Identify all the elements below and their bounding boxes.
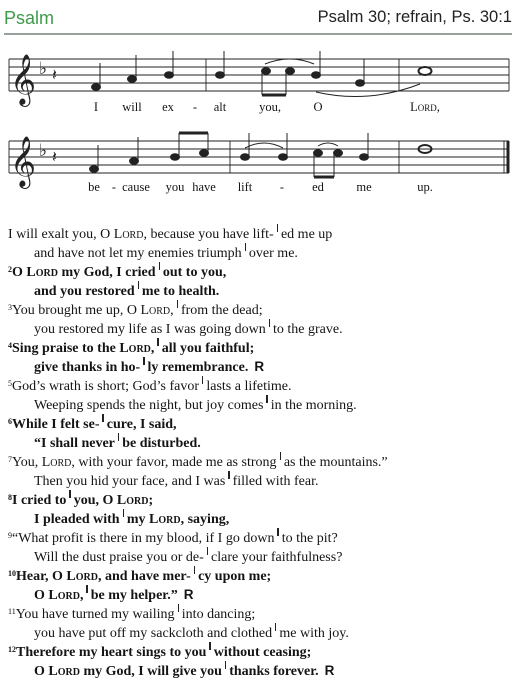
refrain-marker: R [183, 587, 194, 602]
pointing-mark [277, 224, 278, 232]
verse-text-after-pointing: me with joy. [279, 626, 349, 641]
verse-text-before-pointing: you restored my life as I was going down [34, 322, 266, 337]
pointing-mark [138, 281, 139, 289]
psalm-verse-line [8, 262, 514, 281]
pointing-mark [178, 604, 179, 612]
psalm-verse-line [8, 357, 514, 376]
verse-text-before-pointing: you have put off my sackcloth and clothed [34, 626, 273, 641]
verse-text-before-pointing: “I shall never [34, 436, 115, 451]
psalm-verse-line [8, 490, 514, 509]
lyric-syllable: you [165, 180, 185, 194]
verse-text-after-pointing: to the grave. [273, 322, 343, 337]
lyric-hyphen: - [279, 180, 285, 194]
verse-text-after-pointing: without ceasing; [213, 645, 312, 660]
psalm-verse-line [8, 623, 514, 642]
verse-text-after-pointing: thanks forever. [229, 664, 319, 679]
verse-text-before-pointing: O Lord my God, I will give you [34, 664, 222, 679]
psalm-verse-line [8, 224, 514, 243]
pointing-mark [207, 547, 208, 555]
pointing-mark [275, 623, 276, 631]
psalm-verse-line [8, 243, 514, 262]
psalm-verse-line [8, 642, 514, 661]
pointing-mark [177, 300, 178, 308]
psalm-verse-line [8, 376, 514, 395]
lyric-syllable: be [88, 180, 100, 194]
verse-text-after-pointing: cy upon me; [198, 569, 272, 584]
verse-text-after-pointing: from the dead; [180, 303, 263, 318]
verse-number: 2 [8, 265, 12, 274]
lyric-syllable: me [356, 180, 372, 194]
verse-text-after-pointing: my Lord, saying, [126, 512, 230, 527]
verse-text-before-pointing: O Lord, [34, 588, 84, 603]
verse-text-before-pointing: give thanks in ho- [34, 360, 141, 375]
pointing-mark [266, 395, 267, 403]
lyric-syllable: up. [417, 180, 433, 194]
psalm-reference: Psalm 30; refrain, Ps. 30:1 [317, 8, 512, 26]
verse-text-after-pointing: out to you, [162, 265, 227, 280]
verse-text-before-pointing: Hear, O Lord, and have mer- [16, 569, 191, 584]
section-label: Psalm [4, 8, 55, 28]
verse-text-after-pointing: be disturbed. [122, 436, 201, 451]
lyric-syllable: ed [312, 180, 324, 194]
pointing-mark [269, 319, 270, 327]
psalm-verse-line [8, 452, 514, 471]
refrain-marker: R [254, 359, 265, 374]
pointing-mark [143, 357, 144, 365]
verse-text-after-pointing: clare your faithfulness? [211, 550, 343, 565]
verse-text-before-pointing: and have not let my enemies triumph [34, 246, 242, 261]
refrain-marker: R [324, 663, 335, 678]
verse-text-before-pointing: Therefore my heart sings to you [16, 645, 207, 660]
verse-text-after-pointing: ed me up [280, 227, 333, 242]
verse-text-before-pointing: I cried to [12, 493, 67, 508]
verse-text-after-pointing: cure, I said, [106, 417, 177, 432]
verse-text-before-pointing: While I felt se- [12, 417, 100, 432]
psalm-text [8, 224, 514, 680]
verse-text-after-pointing: you, O Lord; [73, 493, 154, 508]
svg-text:𝄽: 𝄽 [52, 65, 57, 84]
verse-text-before-pointing: Weeping spends the night, but joy comes [34, 398, 264, 413]
verse-text-after-pointing: over me. [248, 246, 298, 261]
psalm-verse-line [8, 338, 514, 357]
verse-text-before-pointing: I will exalt you, O Lord, because you have lift- [8, 227, 274, 242]
psalm-verse-line [8, 300, 514, 319]
verse-text-after-pointing: to the pit? [281, 531, 338, 546]
verse-number: 8 [8, 493, 12, 502]
verse-text-after-pointing: as the mountains.” [283, 455, 388, 470]
pointing-mark [202, 376, 203, 384]
psalm-verse-line [8, 319, 514, 338]
verse-text-before-pointing: O Lord my God, I cried [12, 265, 156, 280]
verse-text-before-pointing: I pleaded with [34, 512, 120, 527]
lyric-syllable: Lord, [410, 100, 440, 114]
verse-number: 6 [8, 417, 12, 426]
verse-number: 5 [8, 379, 12, 388]
psalm-verse-line [8, 547, 514, 566]
verse-text-before-pointing: Will the dust praise you or de- [34, 550, 204, 565]
psalm-verse-line [8, 281, 514, 300]
lyric-syllable: O [313, 100, 323, 114]
verse-text-after-pointing: lasts a lifetime. [206, 379, 292, 394]
psalm-verse-line [8, 433, 514, 452]
verse-number: 10 [8, 569, 16, 578]
pointing-mark [123, 509, 124, 517]
verse-text-before-pointing: You have turned my wailing [15, 607, 175, 622]
psalm-verse-line [8, 604, 514, 623]
pointing-mark [86, 585, 87, 593]
psalm-verse-line [8, 585, 514, 604]
lyric-syllable: I [93, 100, 99, 114]
treble-clef-icon: 𝄞 [10, 54, 37, 105]
verse-text-after-pointing: into dancing; [181, 607, 256, 622]
verse-number: 4 [8, 341, 12, 350]
svg-text:♭: ♭ [39, 141, 48, 161]
pointing-mark [228, 471, 229, 479]
pointing-mark [159, 262, 160, 270]
lyric-syllable: alt [213, 100, 227, 114]
verse-number: 11 [8, 607, 16, 616]
pointing-mark [157, 338, 158, 346]
psalm-verse-line [8, 471, 514, 490]
psalm-verse-line [8, 661, 514, 680]
lyric-syllable: have [192, 180, 216, 194]
verse-text-before-pointing: You, Lord, with your favor, made me as strong [12, 455, 277, 470]
verse-text-before-pointing: Then you hid your face, and I was [34, 474, 226, 489]
verse-text-after-pointing: filled with fear. [232, 474, 319, 489]
verse-number: 3 [8, 303, 12, 312]
verse-number: 9 [8, 531, 12, 540]
verse-text-before-pointing: “What profit is there in my blood, if I go down [12, 531, 275, 546]
lyric-syllable: lift [237, 180, 253, 194]
verse-text-after-pointing: ly remembrance. [147, 360, 249, 375]
lyric-syllable: will [122, 100, 142, 114]
lyric-hyphen: - [111, 180, 117, 194]
verse-text-after-pointing: in the morning. [270, 398, 357, 413]
pointing-mark [245, 243, 246, 251]
pointing-mark [277, 528, 278, 536]
lyric-hyphen: - [192, 100, 198, 114]
svg-text:𝄽: 𝄽 [52, 147, 57, 166]
verse-text-before-pointing: God’s wrath is short; God’s favor [12, 379, 200, 394]
verse-number: 7 [8, 455, 12, 464]
verse-text-before-pointing: Sing praise to the Lord, [12, 341, 155, 356]
lyric-syllable: you, [259, 100, 281, 114]
pointing-mark [280, 452, 281, 460]
psalm-verse-line [8, 414, 514, 433]
lyric-syllable: ex [162, 100, 174, 114]
psalm-verse-line [8, 395, 514, 414]
psalm-verse-line [8, 566, 514, 585]
verse-text-before-pointing: You brought me up, O Lord, [12, 303, 174, 318]
pointing-mark [102, 414, 103, 422]
verse-text-after-pointing: me to health. [141, 284, 220, 299]
verse-number: 12 [8, 645, 16, 654]
pointing-mark [194, 566, 195, 574]
verse-text-after-pointing: be my helper.” [90, 588, 178, 603]
lyric-syllable: cause [122, 180, 150, 194]
svg-text:𝄞: 𝄞 [10, 136, 37, 187]
psalm-verse-line [8, 509, 514, 528]
svg-text:♭: ♭ [39, 59, 48, 79]
pointing-mark [69, 490, 70, 498]
pointing-mark [118, 433, 119, 441]
psalm-verse-line [8, 528, 514, 547]
verse-text-before-pointing: and you restored [34, 284, 135, 299]
verse-text-after-pointing: all you faithful; [161, 341, 255, 356]
pointing-mark [225, 661, 226, 669]
